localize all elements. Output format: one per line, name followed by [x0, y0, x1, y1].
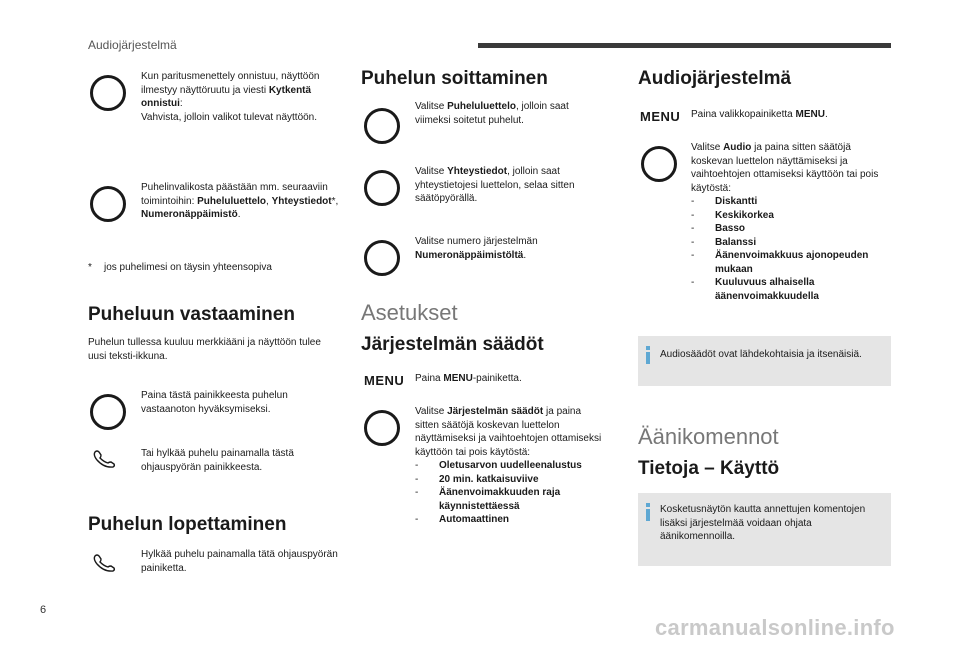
rotary-knob-icon [90, 186, 126, 222]
rotary-knob-icon [364, 410, 400, 446]
list-item: - Keskikorkea [691, 209, 886, 223]
contacts-text: Valitse Yhteystiedot, jolloin saat yhteystietojesi luettelon, selaa sitten säätöpyörällä. [415, 166, 575, 204]
list-item: - Äänenvoimakkuuden raja käynnistettäessä [415, 486, 605, 513]
system-settings-heading: Järjestelmän säädöt [361, 334, 544, 355]
about-usage-heading: Tietoja – Käyttö [638, 458, 780, 479]
rotary-knob-icon [90, 394, 126, 430]
pairing-success-text: Kun paritusmenettely onnistuu, näyttöön ilmestyy näyttöruutu ja viesti Kytkentä onnistui: Vahvista, jolloin valikot tulevat näyttöön. [141, 71, 320, 123]
menu-button-icon: MENU [364, 373, 405, 388]
select-system-text: Valitse Järjestelmän säädöt ja paina sitten säätöjä koskevan luettelon näyttämiseksi ja vaihtoehtojen ottamiseksi käyttöön tai pois käytöstä: - Oletusarvon uudelleenalustus - 20 min. katkaisuviive - Äänenvoimakkuuden raja käynnistettäessä - Automaattinen [415, 405, 605, 527]
rotary-knob-icon [364, 170, 400, 206]
keypad-text: Valitse numero järjestelmän Numeronäppäimistöltä. [415, 236, 538, 261]
phone-menu-text: Puhelinvalikosta päästään mm. seuraaviin toimintoihin: Puheluluettelo, Yhteystiedot*, Numeronäppäimistö. [141, 182, 339, 220]
answer-accept-text: Paina tästä painikkeesta puhelun vastaanoton hyväksymiseksi. [141, 390, 288, 415]
footnote-text: jos puhelimesi on täysin yhteensopiva [104, 262, 272, 273]
rotary-knob-icon [364, 108, 400, 144]
list-item: - 20 min. katkaisuviive [415, 473, 605, 487]
make-call-heading: Puhelun soittaminen [361, 68, 548, 89]
call-log-text: Valitse Puheluluettelo, jolloin saat viimeksi soitetut puhelut. [415, 101, 569, 126]
end-call-heading: Puhelun lopettaminen [88, 514, 287, 535]
page-number: 6 [40, 604, 47, 616]
rotary-knob-icon [641, 146, 677, 182]
header-bar [478, 43, 891, 48]
list-item: - Diskantti [691, 195, 886, 209]
list-item: - Automaattinen [415, 513, 605, 527]
info-icon [646, 503, 650, 519]
watermark: carmanualsonline.info [655, 615, 895, 640]
audio-system-heading: Audiojärjestelmä [638, 68, 792, 89]
answer-call-heading: Puheluun vastaaminen [88, 304, 295, 325]
running-header: Audiojärjestelmä [88, 38, 177, 52]
answer-intro: Puhelun tullessa kuuluu merkkiääni ja näyttöön tulee uusi teksti-ikkuna. [88, 337, 321, 362]
select-audio-text: Valitse Audio ja paina sitten säätöjä koskevan luettelon näyttämiseksi ja vaihtoehtojen ottamiseksi käyttöön tai pois käytöstä: - Diskantti - Keskikorkea - Basso - Balanssi - Äänenvoimakkuus ajonopeuden mukaan - Kuuluvuus alhaisella äänenvoimakkuudella [691, 141, 886, 303]
voice-commands-heading: Äänikomennot [638, 424, 779, 449]
phone-hangup-icon [92, 552, 122, 572]
menu-button-icon: MENU [640, 109, 681, 124]
list-item: - Oletusarvon uudelleenalustus [415, 459, 605, 473]
phone-hangup-icon [92, 448, 122, 468]
rotary-knob-icon [364, 240, 400, 276]
info-box [638, 493, 891, 566]
end-call-text: Hylkää puhelu painamalla tätä ohjauspyörän painiketta. [141, 549, 338, 574]
rotary-knob-icon [90, 75, 126, 111]
info-text: Audiosäädöt ovat lähdekohtaisia ja itsenäisiä. [660, 349, 862, 360]
press-menu-text: Paina MENU-painiketta. [415, 373, 522, 384]
settings-heading: Asetukset [361, 300, 458, 325]
list-item: - Basso [691, 222, 886, 236]
list-item: - Äänenvoimakkuus ajonopeuden mukaan [691, 249, 886, 276]
audio-options-list [691, 195, 886, 303]
list-item: - Kuuluvuus alhaisella äänenvoimakkuudella [691, 276, 886, 303]
system-options-list [415, 459, 605, 527]
info-icon [646, 346, 650, 362]
footnote-mark: * [88, 262, 92, 273]
answer-reject-text: Tai hylkää puhelu painamalla tästä ohjauspyörän painikkeesta. [141, 448, 294, 473]
info-text: Kosketusnäytön kautta annettujen komentojen lisäksi järjestelmää voidaan ohjata äänikomennoilla. [660, 504, 866, 542]
list-item: - Balanssi [691, 236, 886, 250]
info-box [638, 336, 891, 386]
press-menu-text: Paina valikkopainiketta MENU. [691, 109, 828, 120]
